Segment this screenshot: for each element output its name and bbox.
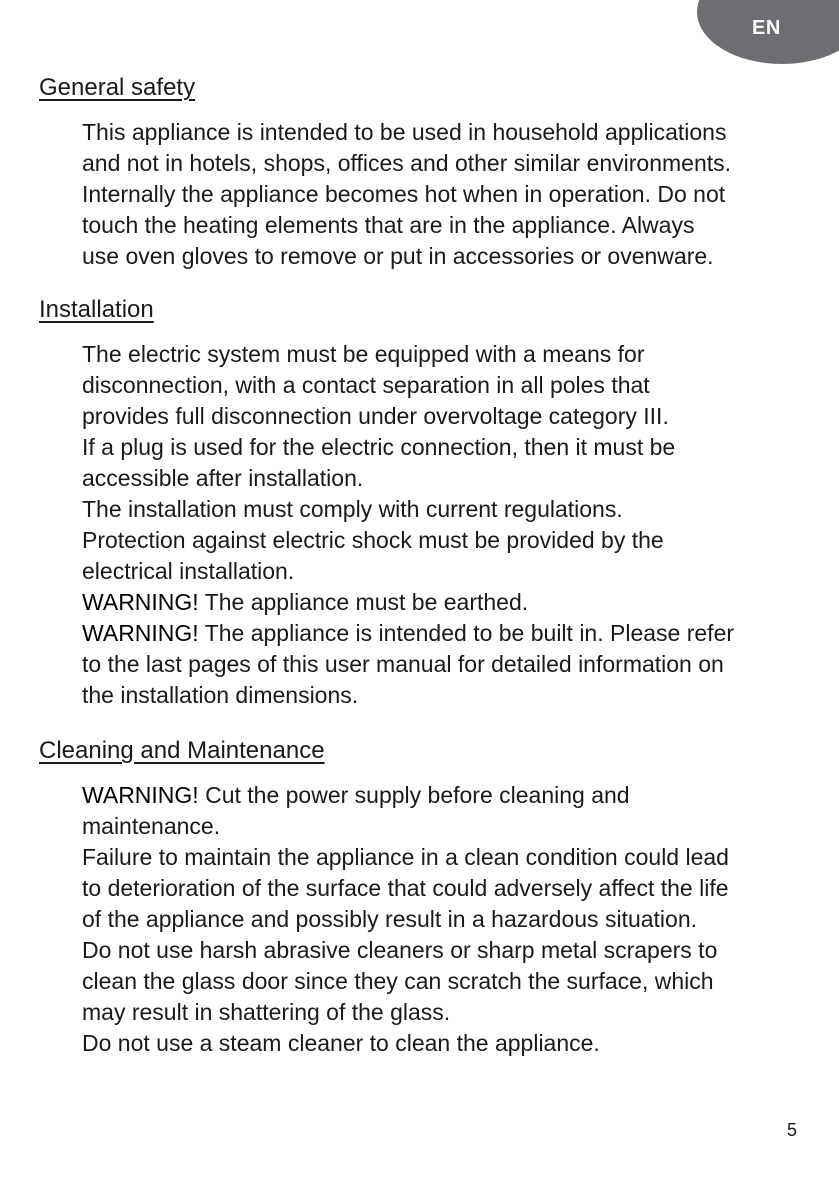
cleaning-paragraph [82,842,812,935]
general-safety-paragraph [82,117,812,272]
text-line: to deterioration of the surface that could adversely affect the life [82,875,729,901]
installation-paragraph [82,494,812,525]
cleaning-paragraph [82,1028,812,1059]
general-safety-heading: General safety [39,74,196,101]
text-line: This appliance is intended to be used in household applications [82,119,727,145]
installation-paragraph [82,525,812,587]
text-line: to the last pages of this user manual for detailed information on [82,651,724,677]
warning-label: WARNING! [82,782,199,808]
text-line: electrical installation. [82,558,295,584]
text-line: may result in shattering of the glass. [82,999,451,1025]
warning-paragraph [82,587,812,618]
installation-paragraph [82,339,812,432]
installation-paragraph [82,432,812,494]
cleaning-maintenance-body [82,780,812,1059]
language-label: EN [752,17,781,39]
text-line: disconnection, with a contact separation in all poles that [82,372,650,398]
text-line: clean the glass door since they can scratch the surface, which [82,968,714,994]
text-line: The electric system must be equipped with a means for [82,341,645,367]
text-line: maintenance. [82,813,221,839]
page-number: 5 [787,1120,798,1140]
text-line: The installation must comply with current regulations. [82,496,623,522]
warning-paragraph [82,618,812,711]
text-line: If a plug is used for the electric connection, then it must be [82,434,676,460]
installation-heading: Installation [39,296,154,323]
warning-label: WARNING! [82,589,199,615]
text-line: accessible after installation. [82,465,364,491]
text-line: provides full disconnection under overvoltage category III. [82,403,669,429]
warning-text: The appliance is intended to be built in. Please refer [198,620,735,646]
text-line: Failure to maintain the appliance in a clean condition could lead [82,844,729,870]
text-line [82,587,812,618]
general-safety-body [82,117,812,272]
cleaning-maintenance-heading: Cleaning and Maintenance [39,737,325,764]
text-line: the installation dimensions. [82,682,359,708]
text-line: Do not use a steam cleaner to clean the appliance. [82,1030,600,1056]
text-line: of the appliance and possibly result in a hazardous situation. [82,906,698,932]
warning-label: WARNING! [82,620,199,646]
text-line [82,618,812,649]
text-line: Internally the appliance becomes hot when in operation. Do not [82,181,726,207]
warning-paragraph [82,780,812,842]
cleaning-paragraph [82,935,812,1028]
installation-body [82,339,812,711]
warning-text: Cut the power supply before cleaning and [198,782,630,808]
text-line [82,780,812,811]
text-line: Do not use harsh abrasive cleaners or sharp metal scrapers to [82,937,718,963]
text-line: touch the heating elements that are in the appliance. Always [82,212,695,238]
warning-text: The appliance must be earthed. [198,589,529,615]
text-line: use oven gloves to remove or put in accessories or ovenware. [82,243,714,269]
text-line: Protection against electric shock must be provided by the [82,527,664,553]
text-line: and not in hotels, shops, offices and other similar environments. [82,150,732,176]
